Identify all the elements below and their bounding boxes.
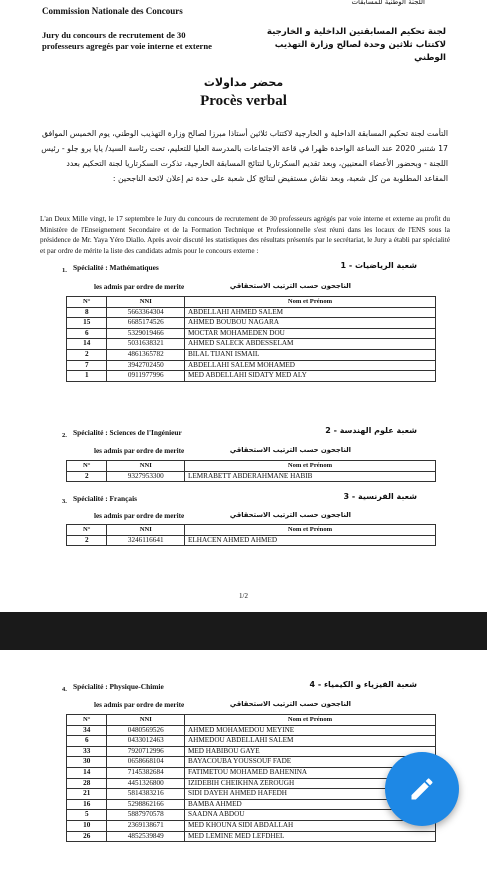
table-row [67, 831, 436, 842]
nni-cell: 6685174526 [107, 318, 185, 329]
rank-cell: 10 [67, 820, 107, 831]
name-cell: ABDELLAHI SALEM MOHAMED [184, 360, 435, 371]
nni-cell: 5814383216 [107, 789, 185, 800]
section-4-subtitle: les admis par ordre de merite [94, 701, 185, 709]
nni-cell: 4451326800 [107, 778, 185, 789]
nni-cell: 5298862166 [107, 799, 185, 810]
section-1-table [66, 296, 436, 382]
table-row [67, 471, 436, 482]
rank-cell: 5 [67, 810, 107, 821]
section-1-label: Spécialité : Mathématiques [73, 263, 159, 272]
section-2-subtitle: les admis par ordre de merite [94, 447, 185, 455]
rank-cell: 2 [67, 471, 107, 482]
name-cell: AHMEDOU ABDELLAHI SALEM [184, 736, 435, 747]
table-row [67, 535, 436, 546]
nni-cell: 5663364304 [107, 307, 185, 318]
intro-fr: L'an Deux Mille vingt, le 17 septembre le Jury du concours de recrutement de 30 professeurs agrégés par voie interne et externe au profit du Ministère de l'Enseignement Secondaire et de la Formation Technique et Professionnelle s'est réuni dans les locaux de l'ENS sous la présidence de Mr. Yaya Yéro Diallo. Après avoir discuté les statistiques des résultats présentés par le secrétariat, le Jury a établi par spécialité et par ordre de mérite la liste des candidats admis pour le concours externe : [40, 215, 450, 255]
table-row [67, 778, 436, 789]
table-row [67, 736, 436, 747]
table-row [67, 307, 436, 318]
name-cell: AHMED BOUBOU NAGARA [184, 318, 435, 329]
section-1-label-ar: شعبة الرياضيات - 1 [340, 261, 417, 270]
name-cell: MOCTAR MOHAMEDEN DOU [184, 328, 435, 339]
rank-cell: 8 [67, 307, 107, 318]
table-header-row [67, 461, 436, 472]
col-name-header: Nom et Prénom [184, 715, 435, 726]
name-cell: LEMRABETT ABDERAHMANE HABIB [184, 471, 435, 482]
rank-cell: 14 [67, 767, 107, 778]
nni-cell: 3942702450 [107, 360, 185, 371]
rank-cell: 33 [67, 746, 107, 757]
col-nni-header: NNI [107, 525, 185, 536]
nni-cell: 3246116641 [107, 535, 185, 546]
pencil-edit-icon [408, 775, 436, 803]
section-4-subtitle-ar: الناجحون حسب الترتيب الاستحقاقي [229, 700, 351, 708]
table-row [67, 318, 436, 329]
section-4-number: 4. [62, 686, 67, 693]
name-cell: BAMBA AHMED [184, 799, 435, 810]
edit-fab-button[interactable] [385, 752, 459, 826]
section-1-number: 1. [62, 267, 67, 274]
table-row [67, 328, 436, 339]
table-row [67, 746, 436, 757]
table-row [67, 725, 436, 736]
section-4-table [66, 714, 436, 842]
section-2-number: 2. [62, 432, 67, 439]
nni-cell: 7145382684 [107, 767, 185, 778]
rank-cell: 2 [67, 535, 107, 546]
rank-cell: 16 [67, 799, 107, 810]
section-1-subtitle-ar: الناجحون حسب الترتيب الاستحقاقي [229, 282, 351, 290]
table-row [67, 767, 436, 778]
name-cell: BAYACOUBA YOUSSOUF FADE [184, 757, 435, 768]
nni-cell: 0658668104 [107, 757, 185, 768]
section-3-subtitle-ar: الناجحون حسب الترتيب الاستحقاقي [229, 511, 351, 519]
col-name-header: Nom et Prénom [184, 461, 435, 472]
rank-cell: 21 [67, 789, 107, 800]
col-nni-header: NNI [107, 297, 185, 308]
col-num-header: N° [67, 525, 107, 536]
page-number: 1/2 [239, 592, 248, 600]
nni-cell: 4852539849 [107, 831, 185, 842]
table-row [67, 789, 436, 800]
section-3-table [66, 524, 436, 546]
section-4-label-ar: شعبة الفيزياء و الكيمياء - 4 [309, 680, 417, 689]
col-nni-header: NNI [107, 461, 185, 472]
col-nni-header: NNI [107, 715, 185, 726]
intro-ar: التأمت لجنة تحكيم المسابقة الداخلية و الخارجية لاكتتاب ثلاثين أستاذا مبرزا لصالح وزارة التهذيب الوطني، يوم الخميس الموافق 17 شتنبر 2020 عند الساعة الواحدة ظهرا في قاعة الاجتماعات بالمدرسة العليا للتعليم، تحت رئاسة السيد/ يايا يرو جلو - رئيس اللجنة - وبحضور الأعضاء المعنيين، وبعد تقديم السكرتاريا لنتائج المسابقة الخارجية، تذكرت السكرتاريا لجنة التحكيم بعدد المقاعد المطلوبة من كل شعبة، وبعد نقاش مستفيض لنتائج كل شعبة على حدة تم إعلان لائحة الناجحين : [41, 129, 448, 183]
section-4-label: Spécialité : Physique-Chimie [73, 682, 164, 691]
rank-cell: 6 [67, 328, 107, 339]
rank-cell: 1 [67, 371, 107, 382]
table-header-row [67, 715, 436, 726]
table-header-row [67, 297, 436, 308]
name-cell: MED KHOUNA SIDI ABDALLAH [184, 820, 435, 831]
name-cell: IZIDEBIH CHEIKHNA ZEROUGH [184, 778, 435, 789]
table-header-row [67, 525, 436, 536]
nni-cell: 5887970578 [107, 810, 185, 821]
col-name-header: Nom et Prénom [184, 297, 435, 308]
name-cell: ELHACEN AHMED AHMED [184, 535, 435, 546]
name-cell: SAADNA ABDOU [184, 810, 435, 821]
section-3-label: Spécialité : Français [73, 494, 138, 503]
col-num-header: N° [67, 461, 107, 472]
nni-cell: 5031638321 [107, 339, 185, 350]
name-cell: FATIMETOU MOHAMED BAHENINA [184, 767, 435, 778]
nni-cell: 0433012463 [107, 736, 185, 747]
section-2-label: Spécialité : Sciences de l'Ingénieur [73, 428, 182, 437]
name-cell: AHMED SALECK ABDESSELAM [184, 339, 435, 350]
nni-cell: 4861365782 [107, 349, 185, 360]
rank-cell: 15 [67, 318, 107, 329]
col-name-header: Nom et Prénom [184, 525, 435, 536]
rank-cell: 30 [67, 757, 107, 768]
rank-cell: 2 [67, 349, 107, 360]
nni-cell: 2369138671 [107, 820, 185, 831]
section-1-subtitle: les admis par ordre de merite [94, 283, 185, 291]
rank-cell: 26 [67, 831, 107, 842]
name-cell: AHMED MOHAMEDOU MEYINE [184, 725, 435, 736]
title-ar: محضر مداولات [203, 76, 284, 89]
title-fr: Procès verbal [200, 93, 287, 109]
col-num-header: N° [67, 715, 107, 726]
rank-cell: 7 [67, 360, 107, 371]
section-3-number: 3. [62, 498, 67, 505]
section-2-table [66, 460, 436, 482]
section-3-subtitle: les admis par ordre de merite [94, 512, 185, 520]
nni-cell: 0480569526 [107, 725, 185, 736]
nni-cell: 7920712996 [107, 746, 185, 757]
name-cell: BILAL TIJANI ISMAIL [184, 349, 435, 360]
rank-cell: 34 [67, 725, 107, 736]
table-row [67, 339, 436, 350]
nni-cell: 9327953300 [107, 471, 185, 482]
table-row [67, 360, 436, 371]
name-cell: MED ABDELLAHI SIDATY MED ALY [184, 371, 435, 382]
table-row [67, 799, 436, 810]
rank-cell: 6 [67, 736, 107, 747]
table-row [67, 810, 436, 821]
table-row [67, 820, 436, 831]
page-separator [0, 612, 487, 650]
section-2-subtitle-ar: الناجحون حسب الترتيب الاستحقاقي [229, 446, 351, 454]
commission-fr: Commission Nationale des Concours [42, 6, 183, 16]
table-row [67, 349, 436, 360]
name-cell: MED HABIBOU GAYE [184, 746, 435, 757]
section-2-label-ar: شعبة علوم الهندسة - 2 [325, 426, 417, 435]
commission-ar: اللجنة الوطنية للمسابقات [351, 0, 425, 6]
name-cell: ABDELLAHI AHMED SALEM [184, 307, 435, 318]
jury-fr: Jury du concours de recrutement de 30 professeurs agregés par voie interne et externe [42, 30, 212, 51]
nni-cell: 0911977996 [107, 371, 185, 382]
col-num-header: N° [67, 297, 107, 308]
rank-cell: 28 [67, 778, 107, 789]
section-3-label-ar: شعبة الفرنسية - 3 [343, 492, 417, 501]
name-cell: MED LEMINE MED LEFDHEL [184, 831, 435, 842]
name-cell: SIDI DAYEH AHMED HAFEDH [184, 789, 435, 800]
table-row [67, 371, 436, 382]
table-row [67, 757, 436, 768]
nni-cell: 5329019466 [107, 328, 185, 339]
rank-cell: 14 [67, 339, 107, 350]
jury-ar: لجنة تحكيم المسابقتين الداخلية و الخارجية لاكتتاب ثلاثين وحدة لصالح وزارة التهذيب الوطني [266, 27, 446, 63]
